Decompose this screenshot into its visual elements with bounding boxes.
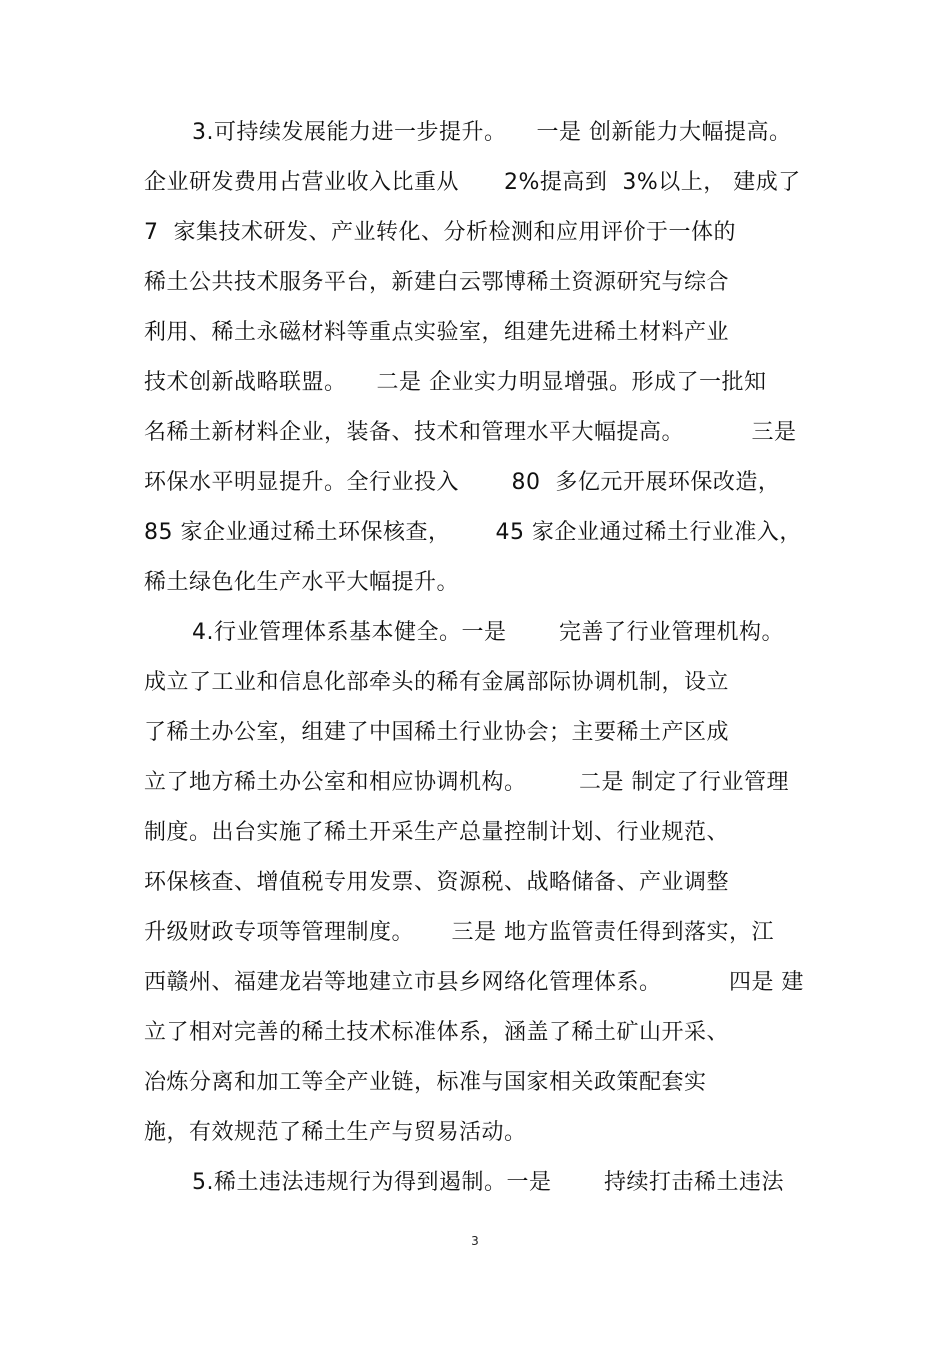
paragraph-4-line-1: 4.行业管理体系基本健全。一是 完善了行业管理机构。: [192, 620, 784, 645]
paragraph-3-line-8: 环保水平明显提升。全行业投入 80 多亿元开展环保改造，: [144, 470, 781, 495]
paragraph-4-line-7: 升级财政专项等管理制度。 三是 地方监管责任得到落实，江: [144, 920, 774, 945]
paragraph-3-line-10: 稀土绿色化生产水平大幅提升。: [144, 570, 460, 595]
paragraph-3-line-5: 利用、稀土永磁材料等重点实验室，组建先进稀土材料产业: [144, 320, 730, 345]
paragraph-4-line-9: 立了相对完善的稀土技术标准体系，涵盖了稀土矿山开采、: [144, 1020, 730, 1045]
paragraph-4-line-11: 施，有效规范了稀土生产与贸易活动。: [144, 1120, 527, 1145]
paragraph-3-line-2: 企业研发费用占营业收入比重从 2%提高到 3%以上， 建成了: [144, 170, 801, 195]
paragraph-4-line-8: 西赣州、福建龙岩等地建立市县乡网络化管理体系。 四是 建: [144, 970, 804, 995]
paragraph-4-line-10: 冶炼分离和加工等全产业链，标准与国家相关政策配套实: [144, 1070, 707, 1095]
paragraph-3-line-6: 技术创新战略联盟。 二是 企业实力明显增强。形成了一批知: [144, 370, 767, 395]
paragraph-4-line-2: 成立了工业和信息化部牵头的稀有金属部际协调机制，设立: [144, 670, 730, 695]
paragraph-3-line-9: 85 家企业通过稀土环保核查， 45 家企业通过稀土行业准入，: [144, 520, 802, 545]
paragraph-4-line-5: 制度。出台实施了稀土开采生产总量控制计划、行业规范、: [144, 820, 730, 845]
paragraph-3-line-3: 7 家集技术研发、产业转化、分析检测和应用评价于一体的: [144, 220, 736, 245]
paragraph-5-line-1: 5.稀土违法违规行为得到遏制。一是 持续打击稀土违法: [192, 1170, 784, 1195]
page-number: 3: [471, 1234, 479, 1248]
paragraph-3-line-7: 名稀土新材料企业，装备、技术和管理水平大幅提高。 三是: [144, 420, 797, 445]
paragraph-4-line-6: 环保核查、增值税专用发票、资源税、战略储备、产业调整: [144, 870, 730, 895]
paragraph-3-line-1: 3.可持续发展能力进一步提升。 一是 创新能力大幅提高。: [192, 120, 792, 145]
paragraph-4-line-4: 立了地方稀土办公室和相应协调机构。 二是 制定了行业管理: [144, 770, 789, 795]
paragraph-3-line-4: 稀土公共技术服务平台，新建白云鄂博稀土资源研究与综合: [144, 270, 730, 295]
paragraph-4-line-3: 了稀土办公室，组建了中国稀土行业协会；主要稀土产区成: [144, 720, 730, 745]
